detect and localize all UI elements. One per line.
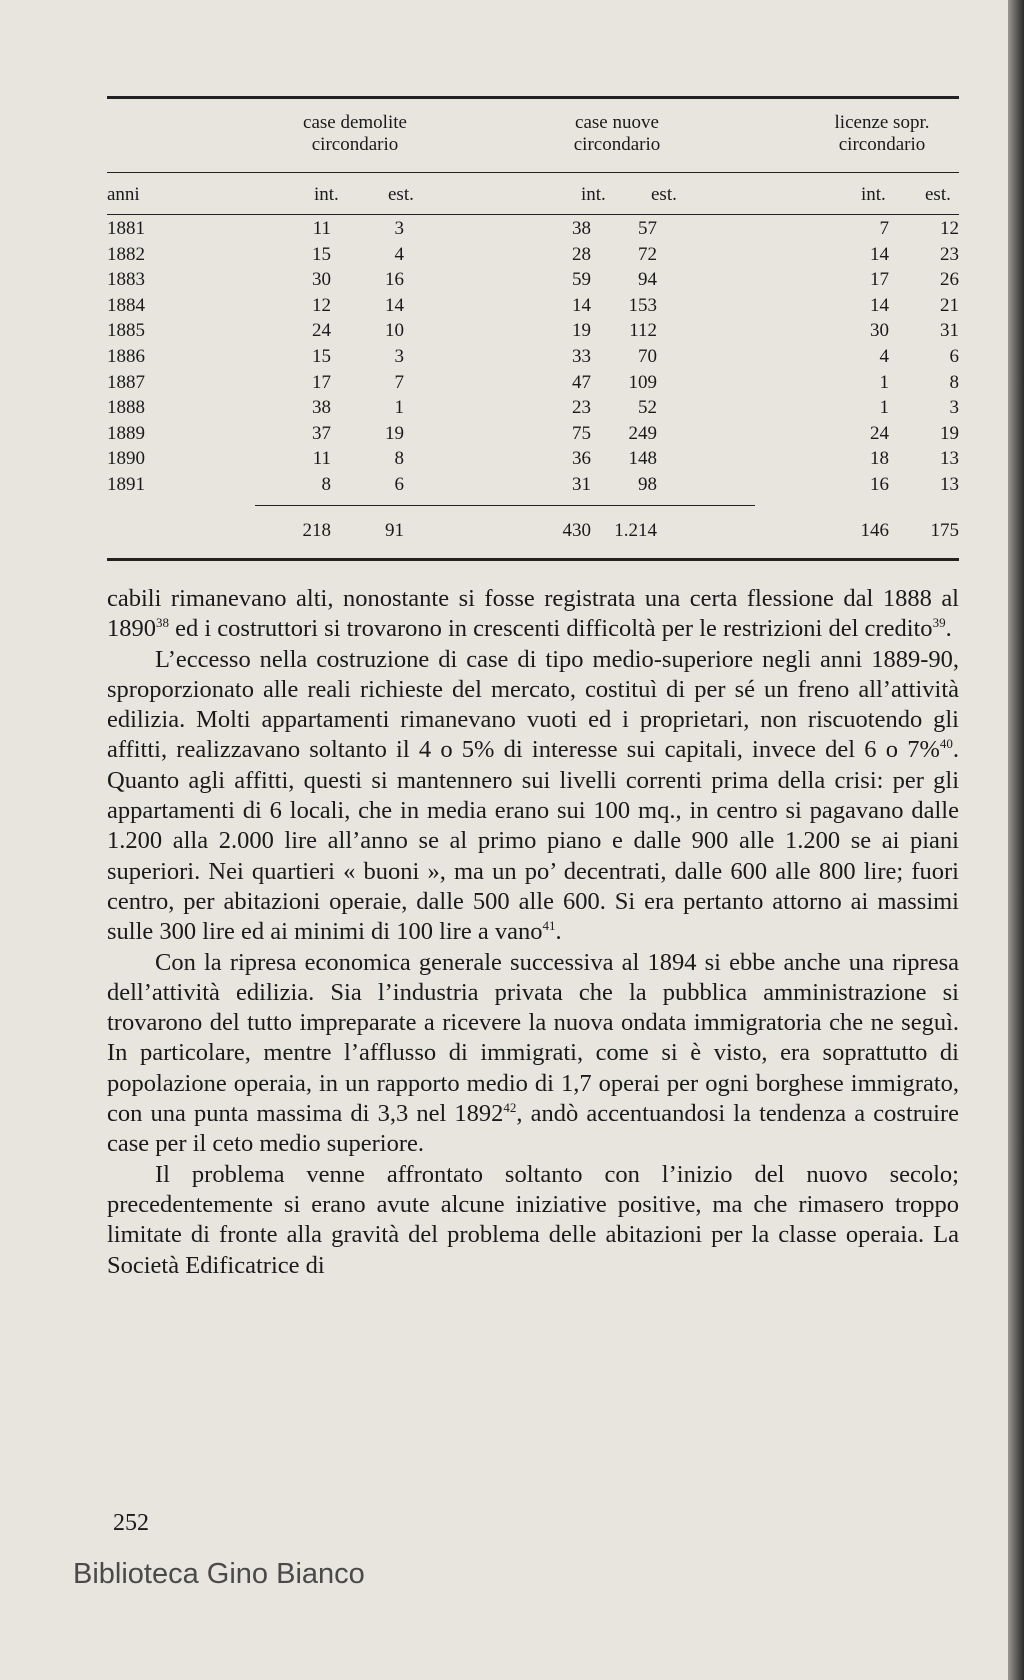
subheader-est: est. [651,184,677,205]
value-cell: 109 [628,371,657,393]
paragraph-text: ed i costruttori si trovarono in crescenti difficoltà per le restrizioni del credito [169,615,933,643]
value-cell: 112 [629,320,657,342]
value-cell: 1 [394,397,404,419]
value-cell: 249 [628,422,657,444]
year-header: anni [107,184,140,205]
value-cell: 26 [940,269,959,291]
year-cell: 1888 [107,397,145,419]
value-cell: 28 [572,243,591,265]
value-cell: 4 [394,243,404,265]
year-cell: 1885 [107,320,145,342]
value-cell: 75 [572,422,591,444]
group-header-line: licenze sopr. [834,112,930,133]
value-cell: 14 [572,294,591,316]
value-cell: 17 [870,269,889,291]
value-cell: 6 [394,474,404,495]
value-cell: 1 [879,397,889,419]
table-bottom-rule [107,558,959,561]
table-row [107,372,959,394]
value-cell: 10 [385,320,404,342]
year-cell: 1881 [107,218,145,239]
page-edge-shadow [1008,0,1024,1680]
value-cell: 16 [385,269,404,291]
subheader-est: est. [925,184,951,205]
value-cell: 57 [638,218,657,239]
value-cell: 14 [870,243,889,265]
table-row [107,218,959,240]
value-cell: 23 [572,397,591,419]
value-cell: 1 [879,371,889,393]
value-cell: 14 [385,294,404,316]
value-cell: 8 [321,474,331,495]
table-row [107,423,959,445]
paragraph-text: Con la ripresa economica generale successiva al 1894 si ebbe anche una ripresa dell’attività edilizia. Sia l’industria privata che la pubblica amministrazione si trovarono del tutto impreparate a ricevere la nuova ondata immigratoria che ne seguì. In particolare, mentre l’afflusso di immigrati, come si è visto, era soprattutto di popolazione operaia, in un rapporto medio di 1,7 operai per ogni borghese immigrato, con una punta massima di 3,3 nel 1892 [107,948,959,1128]
total-cell: 91 [385,520,404,541]
group-header-line: case demolite [303,112,407,133]
footnote-ref: 41 [542,918,556,934]
value-cell: 52 [638,397,657,419]
group-header-line: circondario [573,134,661,155]
year-cell: 1886 [107,346,145,367]
value-cell: 16 [870,474,889,495]
paragraph [107,948,959,1160]
value-cell: 3 [949,397,959,419]
value-cell: 153 [628,294,657,316]
total-cell: 175 [930,520,959,541]
paragraph [107,584,959,645]
value-cell: 36 [572,448,591,470]
footnote-ref: 39 [932,615,946,631]
value-cell: 12 [940,218,959,239]
year-cell: 1891 [107,474,145,495]
paragraph-text: . Quanto agli affitti, questi si mantennero sui livelli correnti prima della crisi: per gli appartamenti di 6 locali, che in media erano sui 100 mq., in centro si pagavano dalle 1.200 alla 2.000 lire all’anno se al primo piano e dalle 900 alle 1.200 se ai piani superiori. Nei quartieri « buoni », ma un po’ decentrati, dalle 600 alle 800 lire; fuori centro, per abitazioni operaie, dalle 500 alle 600. Si era pertanto attorno ai massimi sulle 300 lire ed ai minimi di 100 lire a vano [107,736,959,946]
group-header-line: circondario [311,134,399,155]
year-cell: 1883 [107,269,145,291]
value-cell: 70 [638,346,657,367]
paragraph-text: Il problema venne affrontato soltanto con l’inizio del nuovo secolo; precedentemente si erano avute alcune iniziative positive, ma che rimasero troppo limitate di fronte alla gravità del problema delle abitazioni per la classe operaia. La Società Edificatrice di [107,1160,959,1279]
table-row [107,448,959,470]
value-cell: 23 [940,243,959,265]
value-cell: 47 [572,371,591,393]
year-cell: 1889 [107,422,145,444]
value-cell: 8 [394,448,404,470]
value-cell: 11 [312,218,331,239]
table-row [107,474,959,496]
value-cell: 15 [312,346,331,367]
value-cell: 8 [949,371,959,393]
subheader-est: est. [388,184,414,205]
group-header-line: circondario [838,134,926,155]
totals-row [107,520,959,542]
paragraph-text: , andò accentuandosi la tendenza a costruire case per il ceto medio superiore. [107,1100,959,1158]
value-cell: 19 [940,422,959,444]
paragraph-text: . [945,615,952,643]
value-cell: 24 [870,422,889,444]
subheader-rule [107,214,959,215]
value-cell: 17 [312,371,331,393]
value-cell: 3 [394,346,404,367]
value-cell: 30 [312,269,331,291]
year-cell: 1882 [107,243,145,265]
value-cell: 37 [312,422,331,444]
footnote-ref: 42 [503,1099,517,1115]
total-cell: 430 [562,520,591,541]
table-row [107,397,959,419]
footnote-ref: 40 [939,736,953,752]
value-cell: 15 [312,243,331,265]
value-cell: 13 [940,448,959,470]
value-cell: 18 [870,448,889,470]
value-cell: 6 [949,346,959,367]
year-cell: 1887 [107,371,145,393]
paragraph-text: . [555,918,562,946]
value-cell: 38 [572,218,591,239]
value-cell: 12 [312,294,331,316]
value-cell: 94 [638,269,657,291]
table-row [107,346,959,368]
value-cell: 31 [572,474,591,495]
value-cell: 21 [940,294,959,316]
footnote-ref: 38 [156,615,169,631]
value-cell: 33 [572,346,591,367]
paragraph-text: L’eccesso nella costruzione di case di tipo medio-superiore negli anni 1889-90, sproporzionato alle reali richieste del mercato, costituì di per sé un freno all’attività edilizia. Molti appartamenti rimanevano vuoti ed i proprietari, non riscuotendo gli affitti, realizzavano soltanto il 4 o 5% di interesse sui capitali, invece del 6 o 7% [107,645,959,764]
paragraph [107,645,959,948]
library-watermark: Biblioteca Gino Bianco [73,1558,365,1590]
value-cell: 38 [312,397,331,419]
year-cell: 1884 [107,294,145,316]
table-top-rule [107,96,959,99]
paragraph-text: cabili rimanevano alti, nonostante si fosse registrata una certa flessione dal 1888 al 1890 [107,585,959,643]
value-cell: 59 [572,269,591,291]
value-cell: 98 [638,474,657,495]
value-cell: 7 [394,371,404,393]
year-cell: 1890 [107,448,145,470]
table-row [107,295,959,317]
value-cell: 13 [940,474,959,495]
total-cell: 146 [860,520,889,541]
subheader-int: int. [581,184,606,205]
value-cell: 24 [312,320,331,342]
value-cell: 19 [385,422,404,444]
totals-rule [255,505,755,506]
value-cell: 30 [870,320,889,342]
subheader-int: int. [314,184,339,205]
page-number: 252 [113,1510,149,1536]
table-row [107,244,959,266]
table-row [107,269,959,291]
subheader-int: int. [861,184,886,205]
value-cell: 19 [572,320,591,342]
total-cell: 1.214 [614,520,657,541]
value-cell: 148 [628,448,657,470]
table-row [107,320,959,342]
group-header-nuove [517,112,717,156]
group-header-licenze [797,112,967,156]
paragraph [107,1160,959,1281]
group-header-demolite [255,112,455,156]
value-cell: 3 [394,218,404,239]
body-text [107,584,959,1281]
value-cell: 11 [312,448,331,470]
value-cell: 4 [879,346,889,367]
total-cell: 218 [302,520,331,541]
value-cell: 31 [940,320,959,342]
value-cell: 14 [870,294,889,316]
group-header-line: case nuove [575,112,659,133]
value-cell: 7 [879,218,889,239]
header-rule [107,172,959,173]
value-cell: 72 [638,243,657,265]
